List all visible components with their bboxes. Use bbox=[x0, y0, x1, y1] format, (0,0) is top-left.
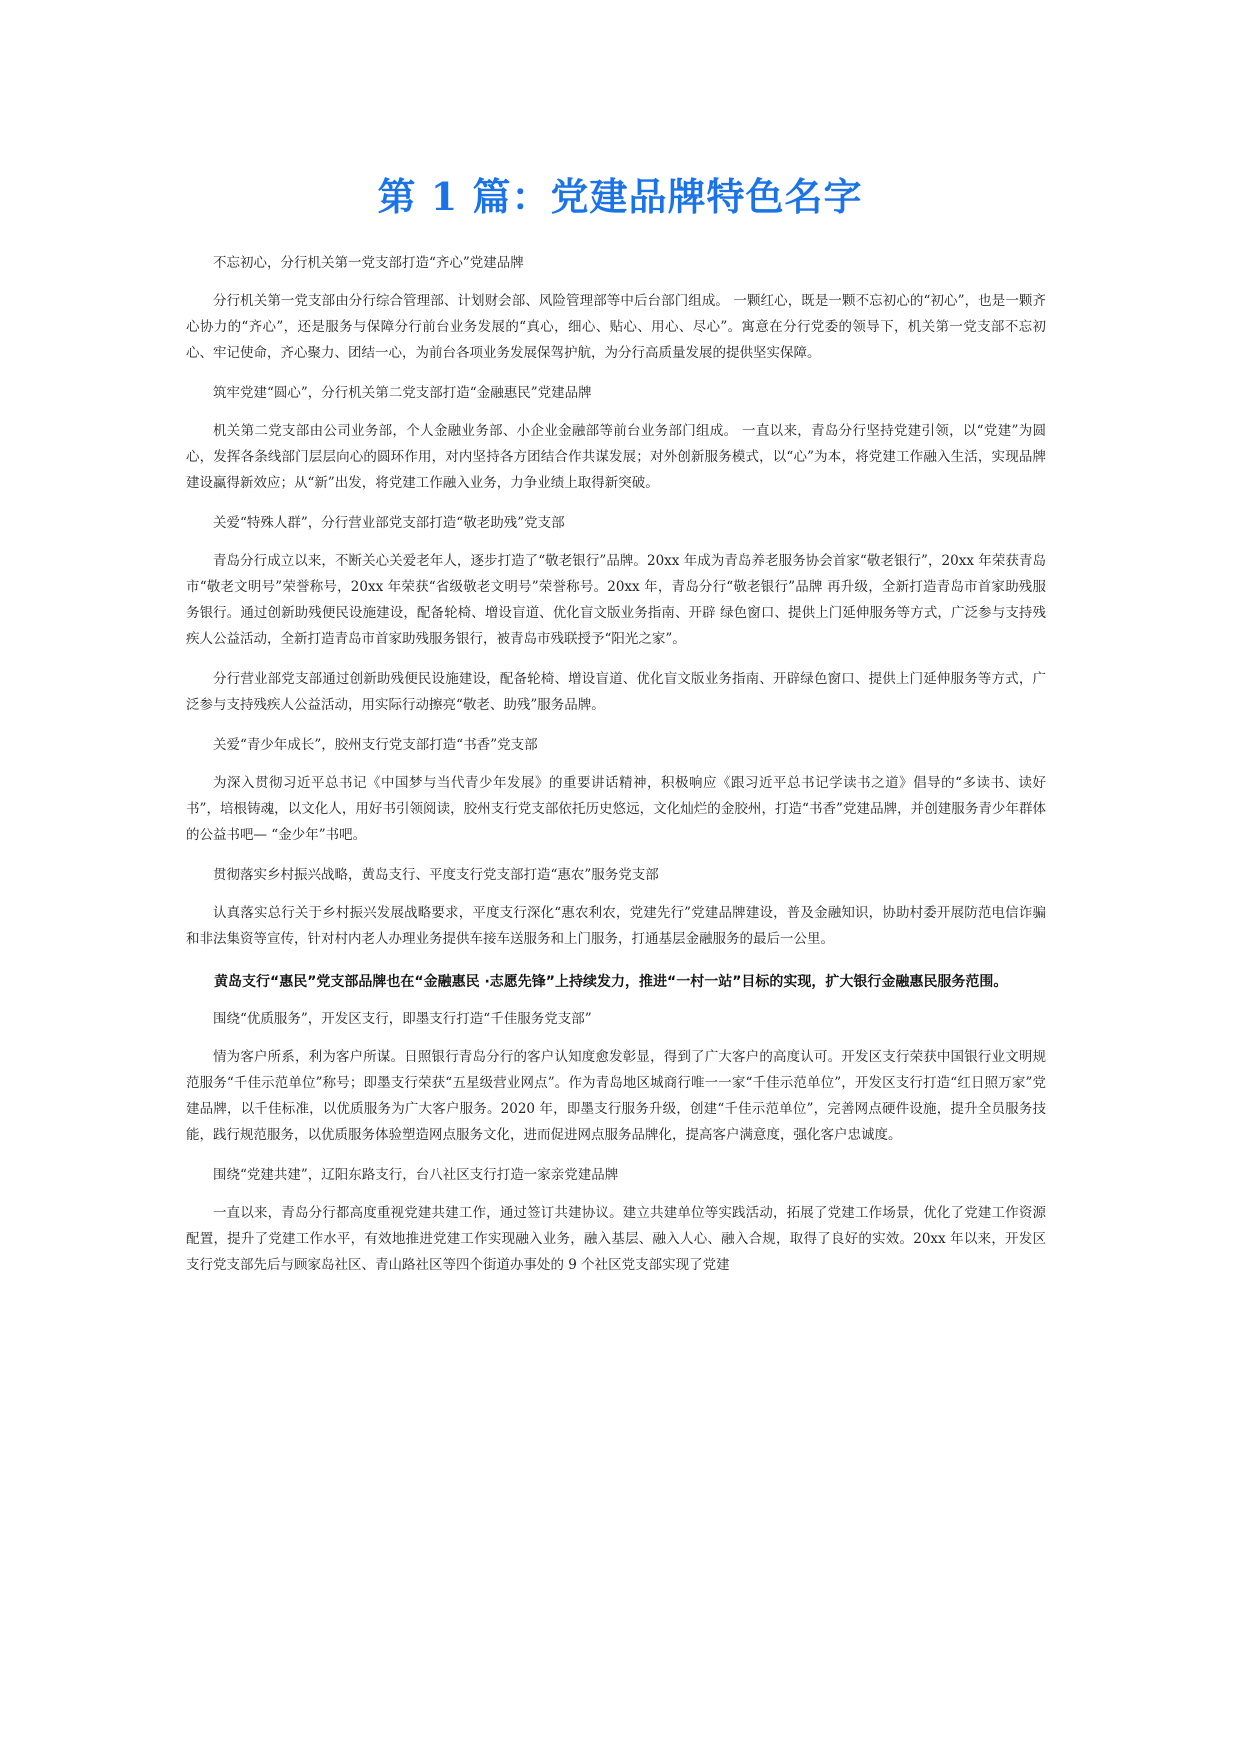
section-heading: 关爱“青少年成长”，胶州支行党支部打造“书香”党支部 bbox=[213, 737, 538, 753]
section-heading: 筑牢党建“圆心”，分行机关第二党支部打造“金融惠民”党建品牌 bbox=[213, 385, 592, 401]
section-paragraph: 一直以来，青岛分行都高度重视党建共建工作，通过签订共建协议。建立共建单位等实践活动，拓展了党建工作场景，优化了党建工作资源配置，提升了党建工作水平，有效地推进党建工作实现融入业务，融入基层、融入人心、融入合规，取得了良好的实效。20xx 年以来，开发区支行党支部先后与顾家岛社区、青山路社区等四个街道办事处的 9 个社区党支部实现了党建 bbox=[186, 1205, 1046, 1273]
section-paragraph: 分行机关第一党支部由分行综合管理部、计划财会部、风险管理部等中后台部门组成。 一颗红心，既是一颗不忘初心的“初心”，也是一颗齐心协力的“齐心”，还是服务与保障分行前台业务发展的“真心，细心、贴心、用心、尽心”。寓意在分行党委的领导下，机关第一党支部不忘初心、牢记使命，齐心聚力、团结一心，为前台各项业务发展保驾护航，为分行高质量发展的提供坚实保障。 bbox=[186, 293, 1046, 361]
section-paragraph: 认真落实总行关于乡村振兴发展战略要求，平度支行深化“惠农利农，党建先行”党建品牌建设，普及金融知识，协助村委开展防范电信诈骗和非法集资等宣传，针对村内老人办理业务提供车接车送服务和上门服务，打通基层金融服务的最后一公里。 bbox=[186, 905, 1046, 947]
section-paragraph: 机关第二党支部由公司业务部，个人金融业务部、小企业金融部等前台业务部门组成。 一直以来，青岛分行坚持党建引领，以“党建”为圆心，发挥各条线部门层层向心的圆环作用，对内坚持各方团结合作共谋发展；对外创新服务模式，以“心”为本，将党建工作融入生活，实现品牌建设赢得新效应；从“新”出发，将党建工作融入业务，力争业绩上取得新突破。 bbox=[186, 423, 1046, 491]
section-paragraph: 情为客户所系，利为客户所谋。日照银行青岛分行的客户认知度愈发彰显，得到了广大客户的高度认可。开发区支行荣获中国银行业文明规范服务“千佳示范单位”称号；即墨支行荣获“五星级营业网点”。作为青岛地区城商行唯一一家“千佳示范单位”，开发区支行打造“红日照万家”党建品牌，以千佳标准，以优质服务为广大客户服务。2020 年，即墨支行服务升级，创建“千佳示范单位”，完善网点硬件设施，提升全员服务技能，践行规范服务，以优质服务体验塑造网点服务文化，进而促进网点服务品牌化，提高客户满意度，强化客户忠诚度。 bbox=[186, 1049, 1046, 1143]
section-heading: 贯彻落实乡村振兴战略，黄岛支行、平度支行党支部打造“惠农”服务党支部 bbox=[213, 867, 659, 883]
section-heading: 不忘初心，分行机关第一党支部打造“齐心”党建品牌 bbox=[213, 255, 524, 271]
document-body bbox=[186, 250, 1046, 1292]
highlight-paragraph: 黄岛支行“惠民”党支部品牌也在“金融惠民 ·志愿先锋”上持续发力，推进“一村一站”目标的实现，扩大银行金融惠民服务范围。 bbox=[214, 974, 1008, 990]
page-title: 第 1 篇：党建品牌特色名字 bbox=[377, 174, 863, 219]
section-paragraph: 分行营业部党支部通过创新助残便民设施建设，配备轮椅、增设盲道、优化盲文版业务指南、开辟绿色窗口、提供上门延伸服务等方式，广泛参与支持残疾人公益活动，用实际行动擦亮“敬老、助残”服务品牌。 bbox=[186, 671, 1046, 713]
section-heading: 围绕“优质服务”，开发区支行，即墨支行打造“千佳服务党支部” bbox=[213, 1011, 592, 1027]
section-paragraph: 青岛分行成立以来，不断关心关爱老年人，逐步打造了“敬老银行”品牌。20xx 年成为青岛养老服务协会首家“敬老银行”，20xx 年荣获青岛市“敬老文明号”荣誉称号，20xx 年荣获“省级敬老文明号”荣誉称号。20xx 年，青岛分行“敬老银行”品牌 再升级，全新打造青岛市首家助残服务银行。通过创新助残便民设施建设，配备轮椅、增设盲道、优化盲文版业务指南、开辟 绿色窗口、提供上门延伸服务等方式，广泛参与支持残疾人公益活动，全新打造青岛市首家助残服务银行，被青岛市残联授予“阳光之家”。 bbox=[186, 553, 1046, 647]
section-heading: 围绕“党建共建”，辽阳东路支行，台八社区支行打造一家亲党建品牌 bbox=[213, 1167, 619, 1183]
section-paragraph: 为深入贯彻习近平总书记《中国梦与当代青少年发展》的重要讲话精神，积极响应《跟习近平总书记学读书之道》倡导的“多读书、读好书”，培根铸魂，以文化人，用好书引领阅读，胶州支行党支部依托历史悠远，文化灿烂的金胶州，打造“书香”党建品牌，并创建服务青少年群体的公益书吧— “金少年”书吧。 bbox=[186, 775, 1046, 843]
section-heading: 关爱“特殊人群”，分行营业部党支部打造“敬老助残”党支部 bbox=[213, 515, 565, 531]
